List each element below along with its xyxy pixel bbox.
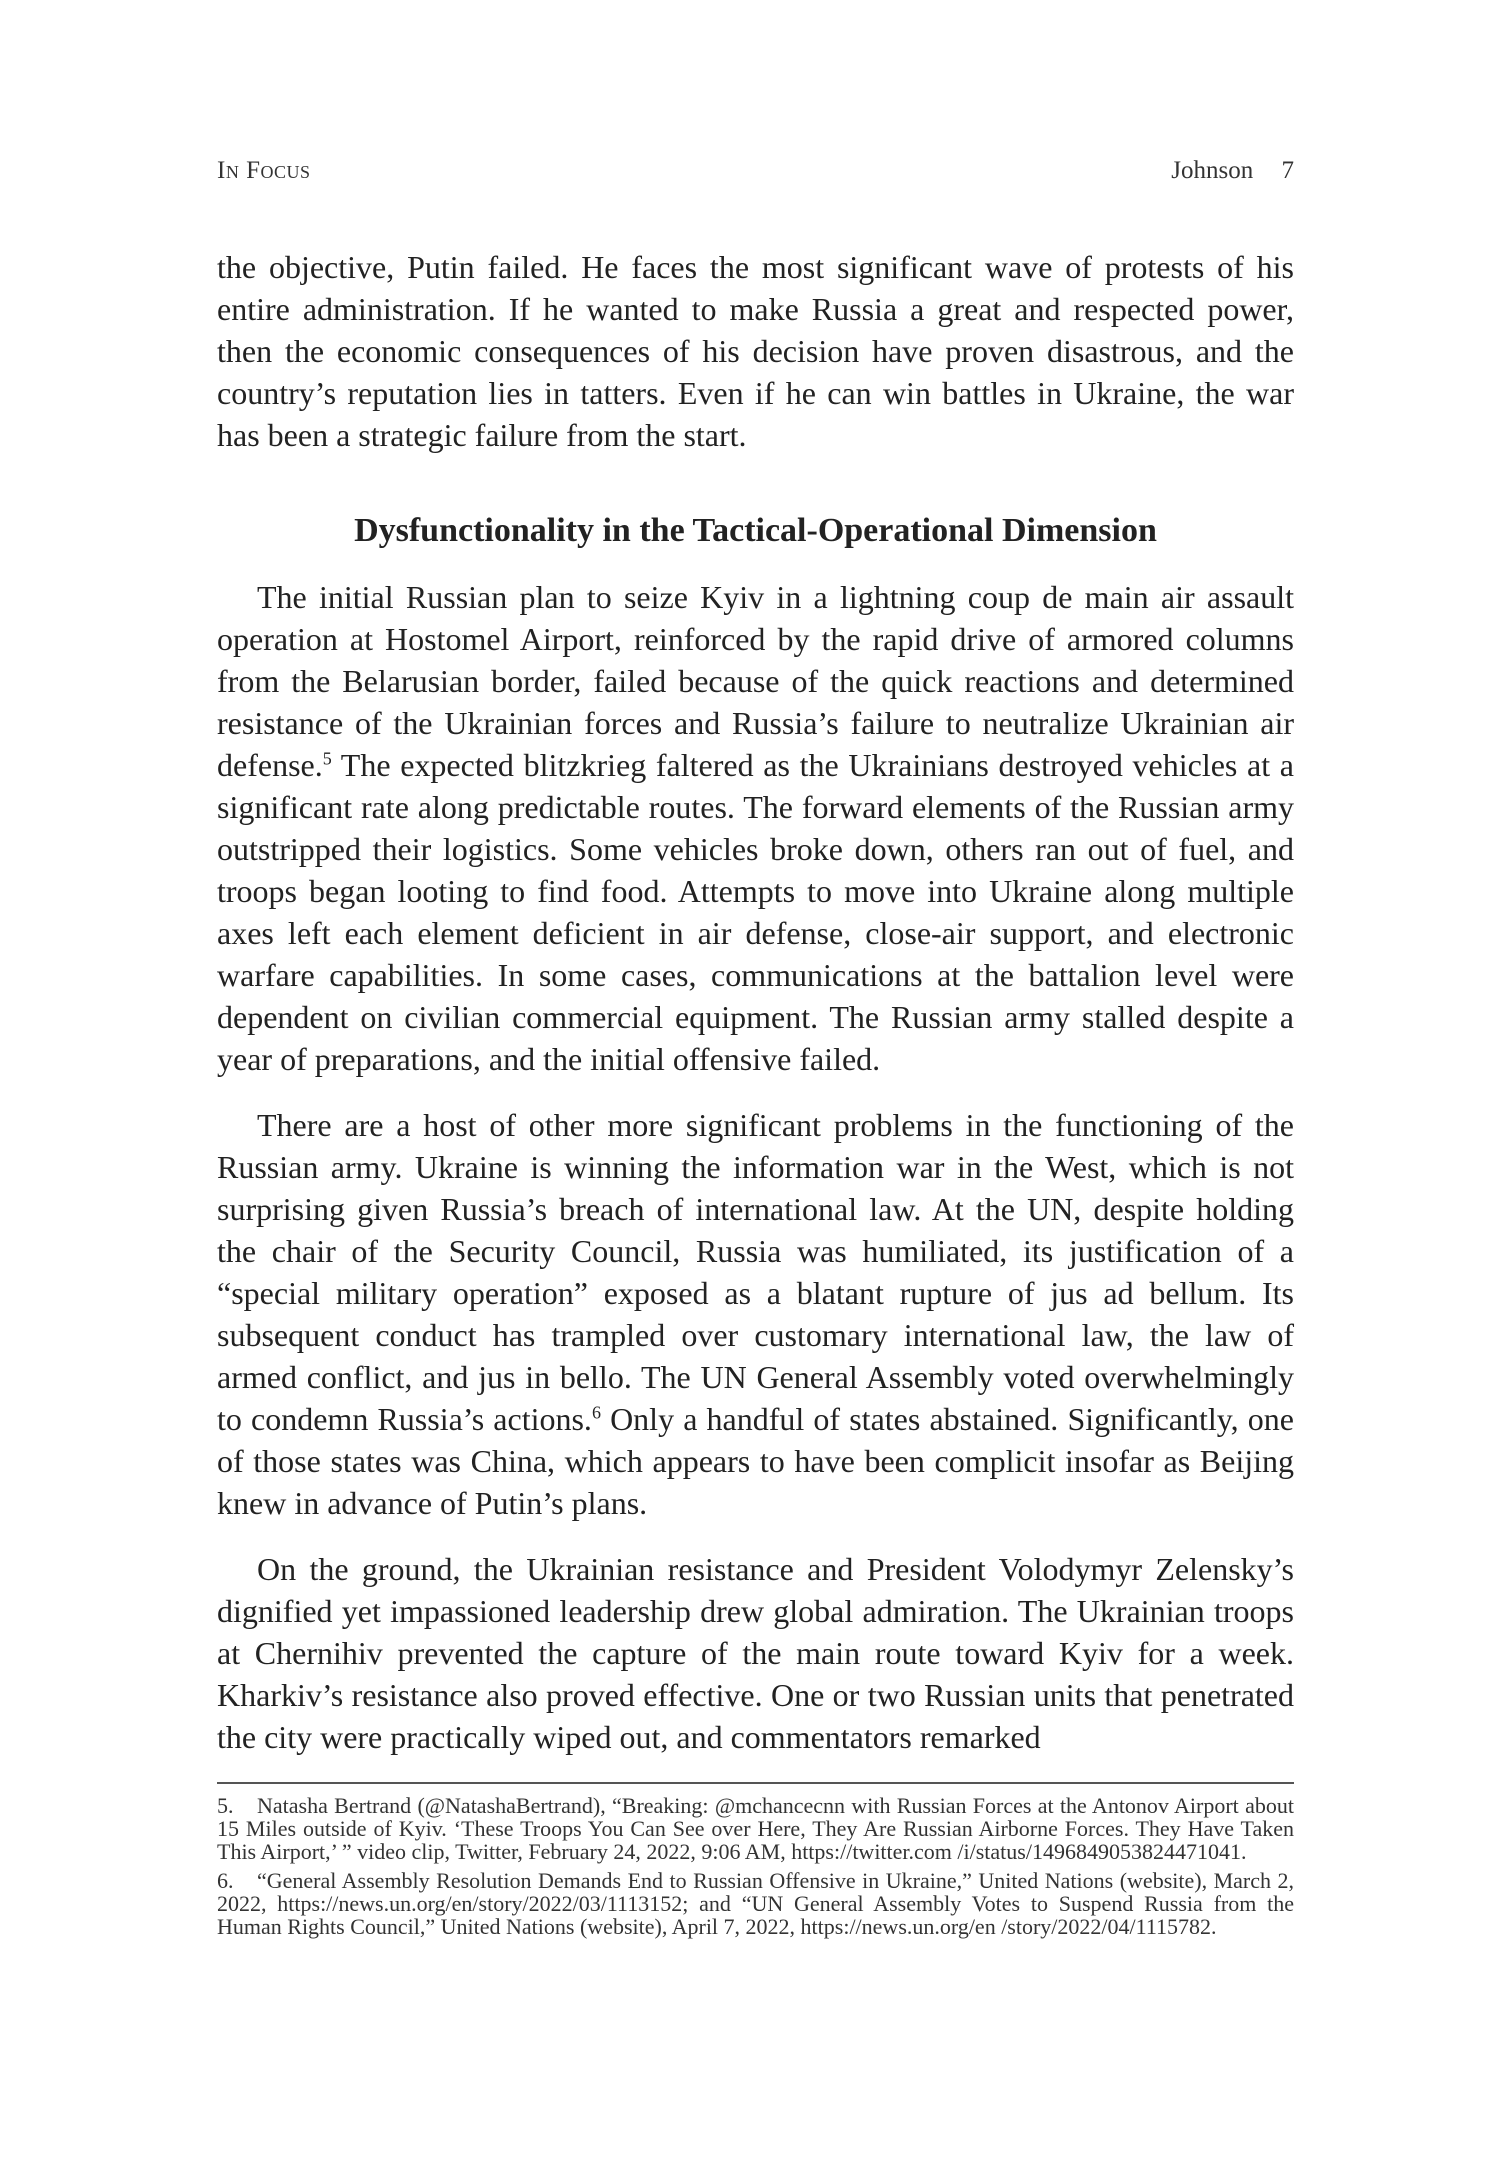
paragraph-2-part-a: The initial Russian plan to seize Kyiv in a lightning coup de main air assault operation at Hostomel Airport, reinforced by the rapid drive of armored columns from the Belarusian border, failed because of the quick reactions and determined resistance of the Ukrainian forces and Russia’s failure to neutralize Ukrainian air defense. [217, 579, 1294, 783]
paragraph-2 [217, 576, 1294, 1080]
footnote-ref-5[interactable]: 5 [322, 748, 332, 769]
footnotes [217, 1794, 1294, 1944]
paragraph-1: the objective, Putin failed. He faces the most significant wave of protests of his entire administration. If he wanted to make Russia a great and respected power, then the economic consequences of his decision have proven disastrous, and the country’s reputation lies in tatters. Even if he can win battles in Ukraine, the war has been a strategic failure from the start. [217, 249, 1294, 453]
author-name: Johnson [1171, 157, 1254, 184]
author-page-label [1171, 156, 1294, 186]
paragraph-3-part-a: There are a host of other more significant problems in the functioning of the Russian army. Ukraine is winning the information war in the West, which is not surprising given Russia’s breach of international law. At the UN, despite holding the chair of the Security Council, Russia was humiliated, its justification of a “special military operation” exposed as a blatant rupture of jus ad bellum. Its subsequent conduct has trampled over customary international law, the law of armed conflict, and jus in bello. The UN General Assembly voted overwhelmingly to condemn Russia’s actions. [217, 1107, 1294, 1437]
footnote-ref-6[interactable]: 6 [591, 1402, 601, 1423]
footnote-text: Natasha Bertrand (@NatashaBertrand), “Breaking: @mchancecnn with Russian Forces at the Antonov Airport about 15 Miles outside of Kyiv. ‘These Troops You Can See over Here, They Are Russian Airborne Forces. They Have Taken This Airport,’ ” video clip, Twitter, February 24, 2022, 9:06 AM, https://twitter.com /i/status/1496849053824471041. [217, 1793, 1294, 1864]
footnote-6 [217, 1869, 1294, 1938]
paragraph-4: On the ground, the Ukrainian resistance and President Volodymyr Zelensky’s dignified yet impassioned leadership drew global admiration. The Ukrainian troops at Chernihiv prevented the capture of the main route toward Kyiv for a week. Kharkiv’s resistance also proved effective. One or two Russian units that penetrated the city were practically wiped out, and commentators remarked [217, 1551, 1294, 1755]
footnote-5 [217, 1794, 1294, 1863]
page-number: 7 [1281, 157, 1294, 184]
footnote-number: 5. [217, 1793, 234, 1818]
footnote-number: 6. [217, 1868, 234, 1893]
footnote-text: “General Assembly Resolution Demands End to Russian Offensive in Ukraine,” United Nations (website), March 2, 2022, https://news.un.org/en/story/2022/03/1113152; and “UN General Assembly Votes to Suspend Russia from the Human Rights Council,” United Nations (website), April 7, 2022, https://news.un.org/en /story/2022/04/1115782. [217, 1868, 1294, 1939]
paragraph-3-part-b: Only a handful of states abstained. Significantly, one of those states was China, which appears to have been complicit insofar as Beijing knew in advance of Putin’s plans. [217, 1401, 1295, 1521]
footnote-divider [217, 1782, 1294, 1784]
body-text [217, 246, 1294, 1758]
paragraph-2-part-b: The expected blitzkrieg faltered as the Ukrainians destroyed vehicles at a significant rate along predictable routes. The forward elements of the Russian army outstripped their logistics. Some vehicles broke down, others ran out of fuel, and troops began looting to find food. Attempts to move into Ukraine along multiple axes left each element deficient in air defense, close-air support, and electronic warfare capabilities. In some cases, communications at the battalion level were dependent on civilian commercial equipment. The Russian army stalled despite a year of preparations, and the initial offensive failed. [217, 747, 1294, 1077]
journal-section-label: In Focus [217, 157, 311, 184]
paragraph-3 [217, 1104, 1294, 1524]
section-heading: Dysfunctionality in the Tactical-Operational Dimension [354, 512, 1157, 549]
